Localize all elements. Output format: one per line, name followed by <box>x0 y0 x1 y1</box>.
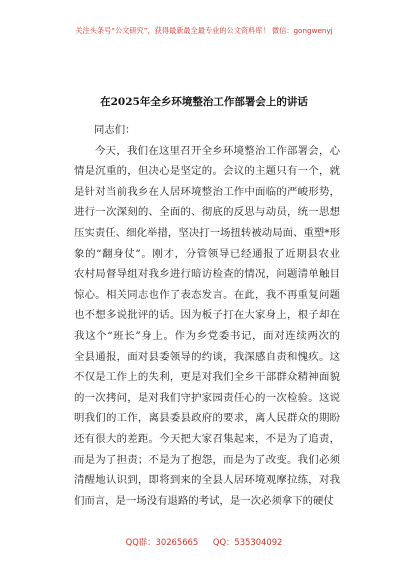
document-title: 在2025年全乡环境整治工作部署会上的讲话 <box>100 96 308 108</box>
footer-qq-group: QQ群：30265665 <box>125 537 199 547</box>
body-line: 情是沉重的，但决心是坚定的。会议的主题只有一个，就 <box>74 165 340 178</box>
body-line: 的一次拷问，是对我们守护家园责任心的一次检验。这说 <box>74 391 340 404</box>
footer-qq: QQ：535304092 <box>212 537 283 547</box>
body-line: 我这个“班长”身上。作为乡党委书记，面对连续两次的 <box>74 329 340 342</box>
body-line: 是针对当前我乡在人居环境整治工作中面临的严峻形势， <box>74 185 340 198</box>
body-line: 还有很大的差距。今天把大家召集起来，不是为了追责， <box>74 432 340 445</box>
salutation: 同志们： <box>94 124 136 136</box>
body-line: 压实责任、细化举措，坚决打一场扭转被动局面、重塑*形 <box>74 226 340 239</box>
body-line: 而是为了担责；不是为了抱怨，而是为了改变。我们必须 <box>74 453 340 466</box>
body-line: 们而言，是一场没有退路的考试，是一次必须拿下的硬仗 <box>74 494 334 507</box>
body-line: 进行一次深刻的、全面的、彻底的反思与动员，统一思想 <box>74 206 340 219</box>
body-line: 不仅是工作上的失利，更是对我们全乡干部群众精神面貌 <box>74 371 340 384</box>
body-line: 今天，我们在这里召开全乡环境整治工作部署会，心 <box>95 144 340 157</box>
header-banner: 关注头条号“公文研究”，获得最新最全最专业的公文资料库！ 微信：gongwenyj <box>75 26 333 35</box>
body-text <box>74 141 340 512</box>
body-line: 也不想多说批评的话。因为板子打在大家身上，根子却在 <box>74 309 340 322</box>
footer-contact <box>0 536 408 548</box>
body-line: 明我们的工作，离县委县政府的要求，离人民群众的期盼 <box>74 412 340 425</box>
body-line: 清醒地认识到，即将到来的全县人居环境观摩拉练，对我 <box>74 474 340 487</box>
body-line: 惊心。相关同志也作了表态发言。在此，我不再重复问题 <box>74 288 340 301</box>
body-line: 农村局督导组对我乡进行暗访检查的情况，问题清单触目 <box>74 268 340 281</box>
body-line: 象的“翻身仗”。刚才，分管领导已经通报了近期县农业 <box>74 247 340 260</box>
body-line: 全县通报，面对县委领导的约谈，我深感自责和愧疚。这 <box>74 350 340 363</box>
